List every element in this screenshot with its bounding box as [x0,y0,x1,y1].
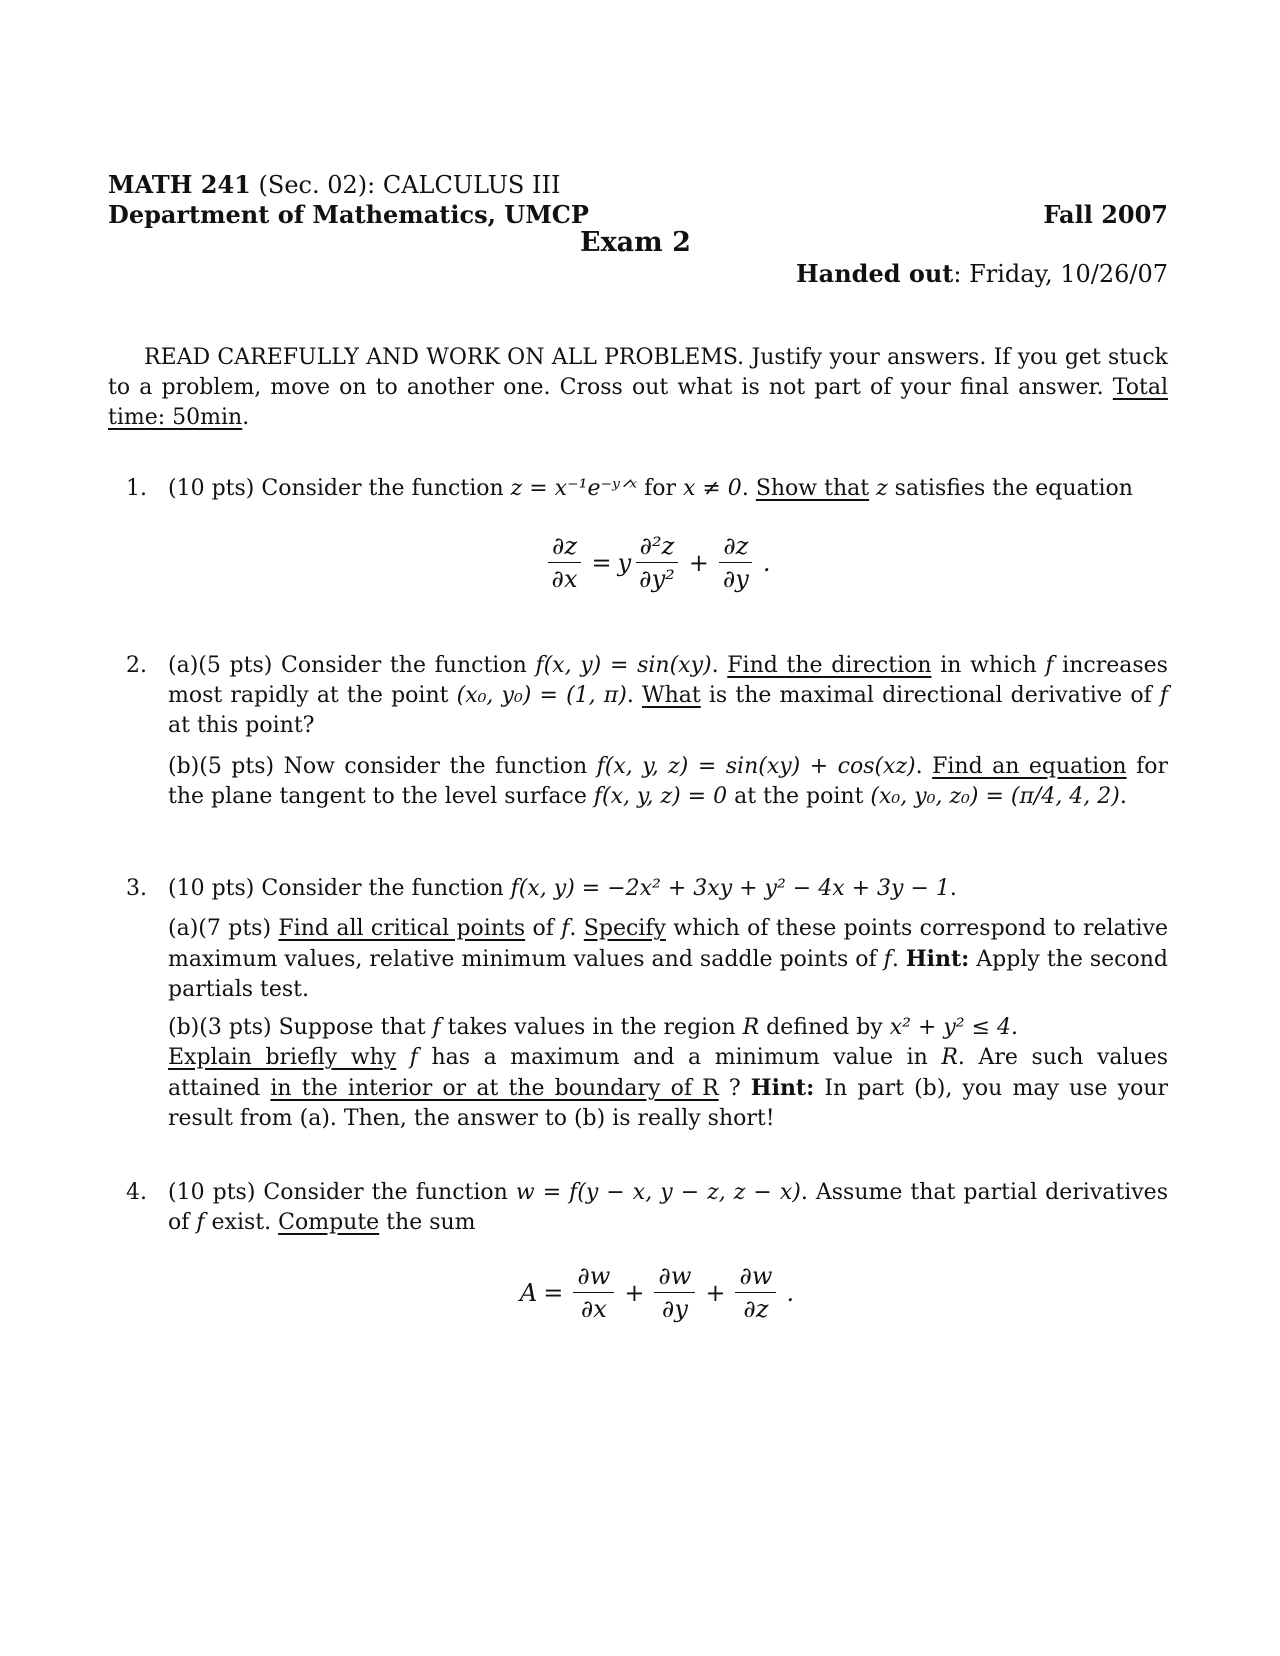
problem-2b-text [168,752,1168,812]
problem-1-number: 1. [126,476,147,501]
p1-var: z [876,476,888,501]
course-name: (Sec. 02): CALCULUS III [258,171,561,199]
p1-mid1: for [637,476,683,501]
p3b-task1: Explain briefly why [168,1045,397,1070]
p3a-mid4: . [891,947,906,972]
p1-mid2: . [741,476,756,501]
term: Fall 2007 [1043,200,1168,229]
p3b-label: (b)(3 pts) Suppose that [168,1015,433,1040]
period: . [762,548,771,577]
p3a-f: f [561,916,570,941]
p2b-level: f(x, y, z) = 0 [593,784,728,809]
frac-dw-dz [735,1262,776,1323]
p4-task: Compute [278,1210,380,1235]
p2b-mid2: for the plane tangent to the level surface [168,754,1168,809]
p3b-mid5: has a maximum and a minimum value in [417,1045,942,1070]
plus: + [688,548,709,577]
handed-out-line [796,259,1168,289]
p1-function: z = x⁻¹e⁻ʸᐟˣ [510,476,638,501]
p2a-mid4: . [626,683,642,708]
instructions-end: . [242,405,250,430]
p3b-mid1: takes values in the region [440,1015,743,1040]
department-line: Department of Mathematics, UMCP [108,200,589,229]
problem-4-text [168,1178,1168,1238]
instructions-text: READ CAREFULLY AND WORK ON ALL PROBLEMS. Justify your answers. If you get stuck to a problem, move on to another one. Cross out what is not part of your final answer. [108,345,1168,400]
p2a-mid2: in which [931,653,1046,678]
period: . [786,1278,795,1307]
equals: = [543,1278,564,1307]
p2b-label: (b)(5 pts) Now consider the function [168,754,597,779]
frac-top: ∂z [548,532,581,563]
problem-3b-text [168,1013,1168,1134]
p2b-function: f(x, y, z) = sin(xy) + cos(xz) [596,754,916,779]
p2a-mid1: . [711,653,728,678]
problem-3-intro [168,874,1168,904]
p1-task: Show that [755,476,870,501]
p2a-mid5: is the maximal directional derivative of [700,683,1160,708]
p3b-region: x² + y² ≤ 4 [889,1015,1012,1040]
p1-pre: (10 pts) Consider the function [168,476,511,501]
handed-out-date: : Friday, 10/26/07 [953,260,1168,288]
p2b-task: Find an equation [932,754,1127,779]
p3b-hint-label: Hint: [750,1075,815,1101]
p3-function: f(x, y) = −2x² + 3xy + y² − 4x + 3y − 1 [510,876,950,901]
frac-bottom: ∂x [551,565,578,593]
instructions [108,343,1168,433]
course-code: MATH 241 [108,170,251,199]
p3b-R: R [742,1015,760,1040]
p4-pre: (10 pts) Consider the function [168,1180,516,1205]
handed-out-label: Handed out [795,259,954,288]
p3b-f: f [432,1015,441,1040]
p1-post: satisfies the equation [887,476,1133,501]
p3b-mid3: . [1011,1015,1019,1040]
frac-top: ∂w [573,1262,614,1293]
equals: = [591,548,612,577]
problem-4-number: 4. [126,1180,147,1205]
p4-function: w = f(y − x, y − z, z − x) [515,1180,801,1205]
p2a-mid3: increases most rapidly at the point [168,653,1168,708]
problem-4-equation [160,1262,1160,1323]
frac-top: ∂w [654,1262,695,1293]
p2a-end: at this point? [168,713,315,738]
p3-intro: (10 pts) Consider the function [168,876,511,901]
plus: + [624,1278,645,1307]
p3b-mid7: ? [718,1076,751,1101]
course-line [108,170,560,200]
frac-dz-dx [548,532,582,593]
p3b-f2: f [409,1045,418,1070]
problem-1-equation [160,532,1160,593]
frac-bottom: ∂z [743,1295,769,1323]
frac-dw-dy [654,1262,695,1323]
p2a-task1: Find the direction [727,653,932,678]
frac-dz-dy [719,532,753,593]
p3a-task1: Find all critical points [278,916,526,941]
problem-2a-text [168,651,1168,741]
p3b-hint: In part (b), you may use your result from (a). Then, the answer to (b) is really short! [168,1076,1169,1131]
p3b-mid6: . Are such values attained [168,1045,1168,1101]
frac-bottom: ∂y [661,1295,688,1323]
p2a-function: f(x, y) = sin(xy) [535,653,712,678]
p2b-mid3: at the point [727,784,871,809]
frac-bottom: ∂y [722,565,749,593]
frac-top: ∂w [735,1262,776,1293]
p3b-mid4 [396,1045,410,1070]
lhs-A: A [519,1278,538,1307]
p3-intro-end: . [949,876,957,901]
p2b-end: . [1119,784,1127,809]
p3a-task2: Specify [583,916,666,941]
p3b-task2: in the interior or at the boundary of R [270,1076,719,1101]
frac-top: ∂z [719,532,752,563]
p4-mid2: exist. [204,1210,279,1235]
frac-bottom: ∂y² [639,565,675,593]
p2a-label: (a)(5 pts) Consider the function [168,653,536,678]
problem-2-number: 2. [126,653,147,678]
p3a-hint-label: Hint: [905,946,970,972]
problem-1-text [168,474,1168,504]
p2a-point: (x₀, y₀) = (1, π) [456,683,627,708]
p3a-hint: Apply the second partials test. [168,947,1169,1002]
coefficient: y [617,548,632,577]
p1-domain: x ≠ 0 [682,476,742,501]
p3b-R2: R [941,1045,958,1070]
plus: + [705,1278,726,1307]
p2b-mid1: . [915,754,933,779]
p3b-mid2: defined by [759,1015,890,1040]
frac-dw-dx [573,1262,614,1323]
p4-f: f [196,1210,205,1235]
p3a-f2: f [883,947,892,972]
frac-bottom: ∂x [580,1295,607,1323]
exam-title: Exam 2 [580,227,691,258]
p3a-mid2: . [569,916,584,941]
p2a-f: f [1045,653,1054,678]
p2b-point: (x₀, y₀, z₀) = (π/4, 4, 2) [870,784,1120,809]
frac-d2z-dy2 [635,532,679,593]
problem-3a-text [168,914,1168,1005]
total-time: Total time: 50min [108,375,1168,430]
p4-mid1: . Assume that partial derivatives of [168,1180,1168,1235]
p2a-task2: What [642,683,701,708]
p3a-mid1: of [525,916,562,941]
p4-post: the sum [379,1210,476,1235]
frac-top: ∂²z [636,532,679,563]
p3a-mid3: which of these points correspond to relative maximum values, relative minimum values and saddle points of [168,916,1168,972]
p3a-label: (a)(7 pts) [168,916,279,941]
p2a-f2: f [1159,683,1169,708]
problem-3-number: 3. [126,876,147,901]
